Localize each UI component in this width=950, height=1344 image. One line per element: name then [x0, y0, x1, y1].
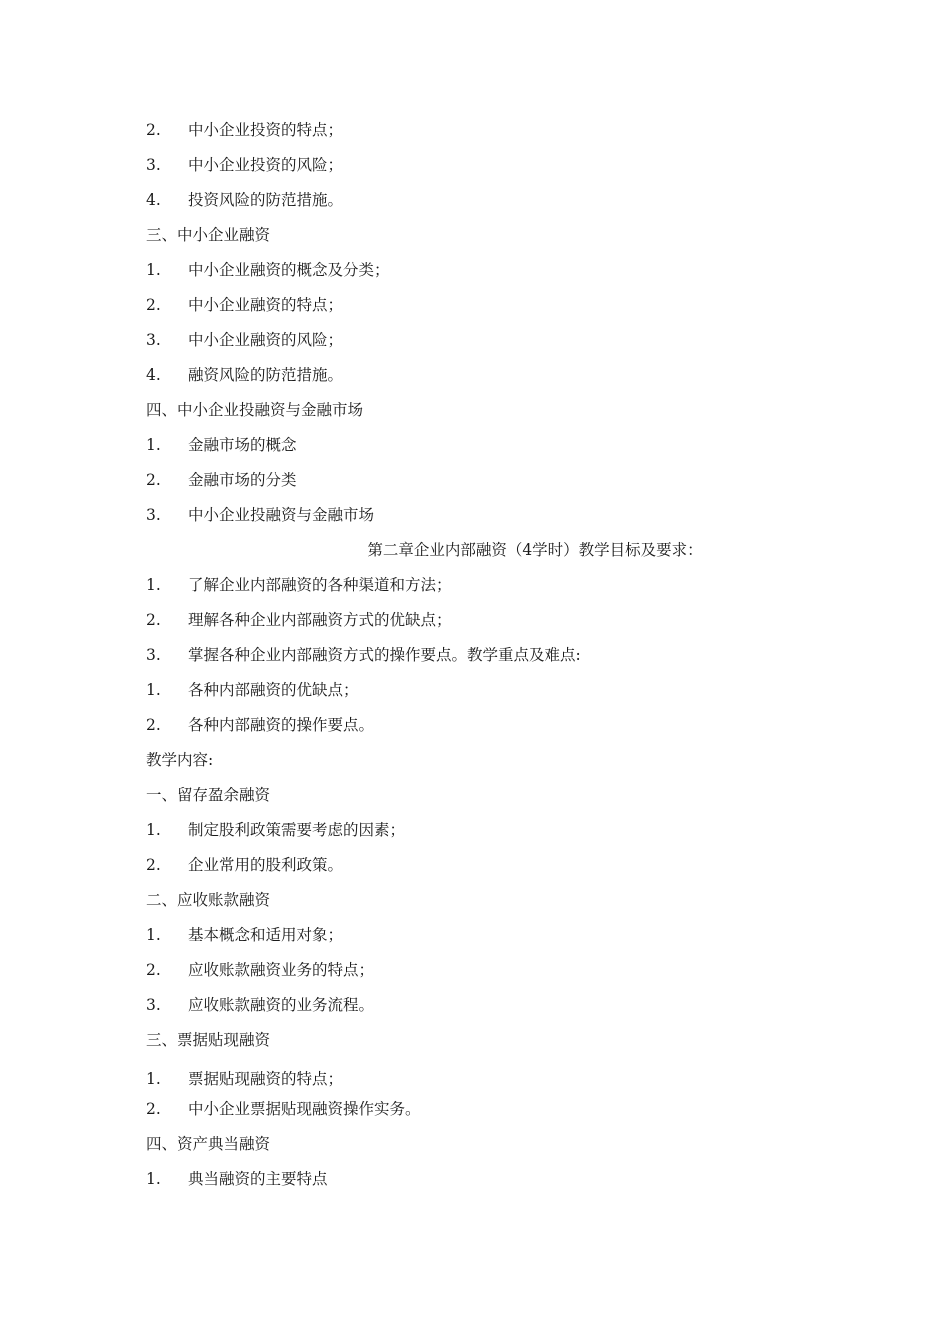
list-item-number: 2. [146, 716, 161, 734]
list-item-number: 3. [146, 331, 161, 349]
list-item [146, 189, 343, 211]
line-text: 第二章企业内部融资（4学时）教学目标及要求： [367, 541, 703, 559]
line-text: 中小企业投资的风险； [188, 156, 344, 174]
list-item [146, 574, 452, 596]
list-item [146, 679, 359, 701]
list-item [146, 329, 343, 351]
list-item-number: 1. [146, 821, 161, 839]
line-text: 典当融资的主要特点 [188, 1170, 328, 1188]
list-item-number: 2. [146, 121, 161, 139]
line-text: 中小企业融资的风险； [188, 331, 344, 349]
line-text: 中小企业融资的概念及分类； [188, 261, 390, 279]
line-text: 教学内容: [146, 751, 214, 769]
list-item [146, 469, 297, 491]
section-heading [146, 784, 270, 806]
list-item-number: 3. [146, 506, 161, 524]
line-text: 各种内部融资的优缺点； [188, 681, 359, 699]
line-text: 中小企业投资的特点； [188, 121, 344, 139]
line-text: 制定股利政策需要考虑的因素； [188, 821, 406, 839]
list-item [146, 119, 343, 141]
list-item [146, 434, 297, 456]
list-item-number: 4. [146, 366, 161, 384]
list-item [146, 819, 405, 841]
list-item-number: 1. [146, 681, 161, 699]
line-text: 融资风险的防范措施。 [188, 366, 344, 384]
list-item-number: 2. [146, 471, 161, 489]
line-text: 了解企业内部融资的各种渠道和方法； [188, 576, 452, 594]
list-item [146, 644, 581, 666]
list-item [146, 1068, 343, 1090]
list-item-number: 2. [146, 961, 161, 979]
line-text: 应收账款融资的业务流程。 [188, 996, 375, 1014]
list-item-number: 4. [146, 191, 161, 209]
line-text: 中小企业票据贴现融资操作实务。 [188, 1100, 421, 1118]
list-item [146, 294, 343, 316]
line-text: 票据贴现融资的特点； [188, 1070, 344, 1088]
list-item [146, 259, 390, 281]
line-text: 基本概念和适用对象； [188, 926, 344, 944]
list-item-number: 2. [146, 611, 161, 629]
line-text: 三、中小企业融资 [146, 226, 271, 244]
list-item [146, 959, 374, 981]
line-text: 投资风险的防范措施。 [188, 191, 344, 209]
list-item-number: 1. [146, 576, 161, 594]
list-item [146, 609, 452, 631]
line-text: 中小企业融资的特点； [188, 296, 344, 314]
list-item-number: 1. [146, 926, 161, 944]
list-item-number: 1. [146, 1070, 161, 1088]
line-text: 四、资产典当融资 [146, 1135, 271, 1153]
line-text: 掌握各种企业内部融资方式的操作要点。教学重点及难点: [188, 646, 581, 664]
list-item-number: 2. [146, 856, 161, 874]
section-heading [146, 889, 270, 911]
list-item-number: 1. [146, 261, 161, 279]
list-item [146, 994, 374, 1016]
list-item [146, 364, 343, 386]
section-heading [146, 1029, 270, 1051]
list-item [146, 154, 343, 176]
chapter-heading [0, 539, 950, 561]
line-text: 中小企业投融资与金融市场 [188, 506, 375, 524]
list-item [146, 504, 374, 526]
line-text: 四、中小企业投融资与金融市场 [146, 401, 364, 419]
section-heading [146, 399, 363, 421]
line-text: 应收账款融资业务的特点； [188, 961, 375, 979]
line-text: 一、留存盈余融资 [146, 786, 271, 804]
list-item-number: 1. [146, 436, 161, 454]
line-text: 二、应收账款融资 [146, 891, 271, 909]
list-item [146, 1168, 328, 1190]
section-heading [146, 1133, 270, 1155]
list-item [146, 714, 374, 736]
line-text: 三、票据贴现融资 [146, 1031, 271, 1049]
section-heading [146, 224, 270, 246]
line-text: 理解各种企业内部融资方式的优缺点； [188, 611, 452, 629]
list-item-number: 3. [146, 646, 161, 664]
list-item-number: 3. [146, 156, 161, 174]
line-text: 金融市场的分类 [188, 471, 297, 489]
list-item [146, 854, 343, 876]
line-text: 企业常用的股利政策。 [188, 856, 344, 874]
list-item-number: 3. [146, 996, 161, 1014]
list-item-number: 2. [146, 1100, 161, 1118]
line-text: 金融市场的概念 [188, 436, 297, 454]
line-text: 各种内部融资的操作要点。 [188, 716, 375, 734]
list-item-number: 2. [146, 296, 161, 314]
list-item-number: 1. [146, 1170, 161, 1188]
section-heading [146, 749, 213, 771]
list-item [146, 1098, 421, 1120]
list-item [146, 924, 343, 946]
